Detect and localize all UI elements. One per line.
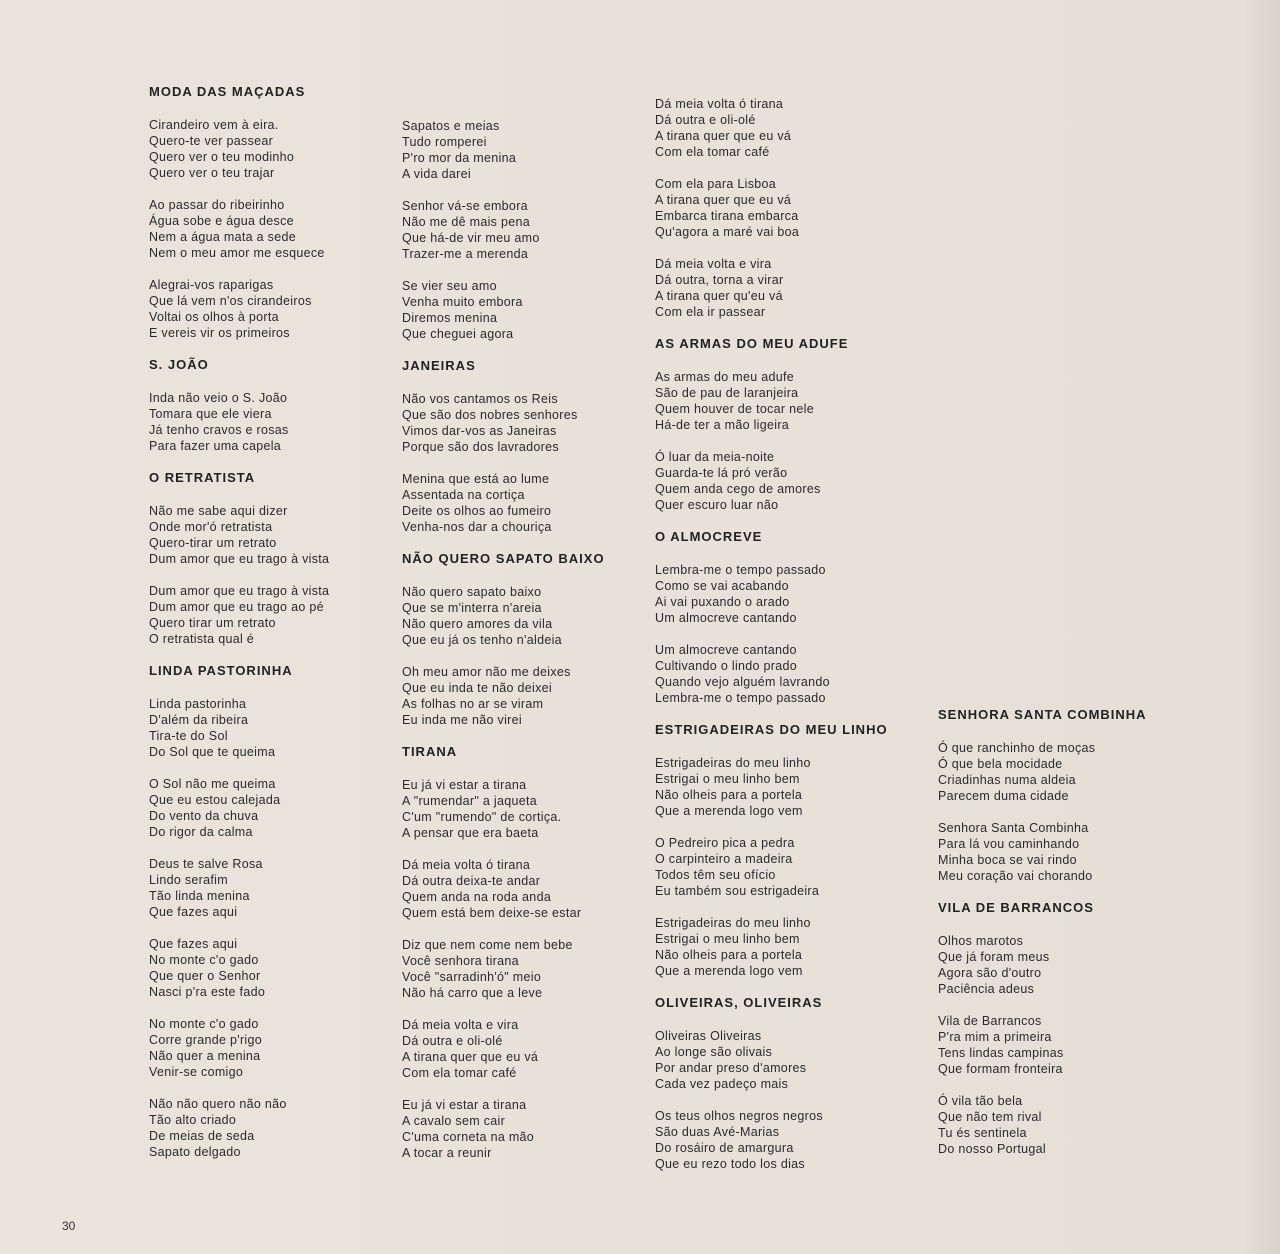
verse-line: Não há carro que a leve: [402, 986, 543, 1000]
column-1: [149, 84, 424, 1176]
verse-line: Embarca tirana embarca: [655, 209, 799, 223]
song-section: [655, 722, 930, 979]
stanza: [149, 1096, 424, 1160]
verse-line: Ó luar da meia-noite: [655, 450, 775, 464]
song-title: SENHORA SANTA COMBINHA: [938, 707, 1147, 722]
verse-line: Que a merenda logo vem: [655, 964, 803, 978]
verse-line: Quer escuro luar não: [655, 498, 779, 512]
column-3: [655, 96, 930, 1188]
stanza: [402, 198, 677, 262]
stanza: [938, 820, 1213, 884]
verse-line: Não olheis para a portela: [655, 948, 803, 962]
verse-line: O retratista qual é: [149, 632, 255, 646]
stanza: [149, 936, 424, 1000]
verse-line: Lembra-me o tempo passado: [655, 691, 826, 705]
verse-line: Alegrai-vos raparigas: [149, 278, 274, 292]
stanza: [938, 740, 1213, 804]
verse-line: Ai vai puxando o arado: [655, 595, 790, 609]
verse-line: Dá meia volta e vira: [402, 1018, 519, 1032]
verse-line: A vida darei: [402, 167, 471, 181]
verse-line: Venha-nos dar a chouriça: [402, 520, 552, 534]
song-title: O RETRATISTA: [149, 470, 256, 485]
stanza: [402, 118, 677, 182]
verse-line: Tomara que ele viera: [149, 407, 272, 421]
song-title: O ALMOCREVE: [655, 529, 763, 544]
verse-line: Tens lindas campinas: [938, 1046, 1064, 1060]
verse-line: Venha muito embora: [402, 295, 523, 309]
verse-line: No monte c'o gado: [149, 1017, 259, 1031]
verse-line: Não não quero não não: [149, 1097, 287, 1111]
verse-line: Eu inda me não virei: [402, 713, 522, 727]
verse-line: Dá meia volta ó tirana: [402, 858, 531, 872]
verse-line: Nem o meu amor me esquece: [149, 246, 325, 260]
verse-line: Não vos cantamos os Reis: [402, 392, 558, 406]
verse-line: Ao passar do ribeirinho: [149, 198, 285, 212]
verse-line: Voltai os olhos à porta: [149, 310, 279, 324]
verse-line: Que lá vem n'os cirandeiros: [149, 294, 312, 308]
verse-line: Não olheis para a portela: [655, 788, 803, 802]
verse-line: Corre grande p'rigo: [149, 1033, 263, 1047]
verse-line: Quero ver o teu trajar: [149, 166, 275, 180]
verse-line: Sapato delgado: [149, 1145, 241, 1159]
verse-line: Minha boca se vai rindo: [938, 853, 1077, 867]
verse-line: P'ro mor da menina: [402, 151, 517, 165]
verse-line: Com ela tomar café: [402, 1066, 517, 1080]
verse-line: Lindo serafim: [149, 873, 228, 887]
verse-line: Quem está bem deixe-se estar: [402, 906, 582, 920]
verse-line: Senhora Santa Combinha: [938, 821, 1089, 835]
verse-line: Que eu inda te não deixei: [402, 681, 552, 695]
verse-line: Tudo romperei: [402, 135, 487, 149]
verse-line: Oliveiras Oliveiras: [655, 1029, 762, 1043]
verse-line: Já tenho cravos e rosas: [149, 423, 289, 437]
stanza: [938, 1093, 1213, 1157]
verse-line: Estrigai o meu linho bem: [655, 772, 800, 786]
verse-line: A "rumendar" a jaqueta: [402, 794, 537, 808]
verse-line: Um almocreve cantando: [655, 611, 797, 625]
verse-line: Que há-de vir meu amo: [402, 231, 540, 245]
verse-line: Porque são dos lavradores: [402, 440, 559, 454]
verse-line: Eu também sou estrigadeira: [655, 884, 820, 898]
verse-line: Do Sol que te queima: [149, 745, 276, 759]
verse-line: Estrigadeiras do meu linho: [655, 756, 811, 770]
verse-line: Que eu já os tenho n'aldeia: [402, 633, 562, 647]
verse-line: Senhor vá-se embora: [402, 199, 528, 213]
verse-line: Que eu estou calejada: [149, 793, 281, 807]
verse-line: Que eu rezo todo los dias: [655, 1157, 805, 1171]
verse-line: Ó vila tão bela: [938, 1094, 1023, 1108]
verse-line: Que fazes aqui: [149, 905, 238, 919]
song-title: VILA DE BARRANCOS: [938, 900, 1094, 915]
stanza: [655, 642, 930, 706]
verse-line: Quem anda cego de amores: [655, 482, 821, 496]
stanza: [655, 562, 930, 626]
stanza: [655, 256, 930, 320]
verse-line: Você "sarradinh'ó" meio: [402, 970, 542, 984]
verse-line: Oh meu amor não me deixes: [402, 665, 571, 679]
song-section: [149, 663, 424, 1160]
verse-line: Estrigadeiras do meu linho: [655, 916, 811, 930]
verse-line: Paciência adeus: [938, 982, 1035, 996]
stanza: [402, 664, 677, 728]
song-section: [402, 744, 677, 1161]
stanza: [149, 197, 424, 261]
verse-line: Quero-te ver passear: [149, 134, 274, 148]
verse-line: Ó que ranchinho de moças: [938, 741, 1096, 755]
column-4: [938, 707, 1213, 1173]
song-section: [938, 900, 1213, 1157]
verse-line: Sapatos e meias: [402, 119, 500, 133]
stanza: [149, 1016, 424, 1080]
song-section: [402, 118, 677, 342]
song-section: [655, 96, 930, 320]
verse-line: Venir-se comigo: [149, 1065, 244, 1079]
song-section: [402, 358, 677, 535]
verse-line: Dá meia volta ó tirana: [655, 97, 784, 111]
verse-line: Onde mor'ó retratista: [149, 520, 273, 534]
verse-line: Dá outra e oli-olé: [655, 113, 756, 127]
stanza: [149, 390, 424, 454]
verse-line: Que já foram meus: [938, 950, 1050, 964]
verse-line: Dum amor que eu trago à vista: [149, 584, 330, 598]
song-section: [149, 84, 424, 341]
verse-line: Se vier seu amo: [402, 279, 497, 293]
verse-line: O carpinteiro a madeira: [655, 852, 793, 866]
stanza: [149, 583, 424, 647]
stanza: [402, 471, 677, 535]
verse-line: Quero-tirar um retrato: [149, 536, 277, 550]
verse-line: Não quer a menina: [149, 1049, 261, 1063]
verse-line: Vila de Barrancos: [938, 1014, 1042, 1028]
stanza: [655, 369, 930, 433]
verse-line: Os teus olhos negros negros: [655, 1109, 823, 1123]
song-title: ESTRIGADEIRAS DO MEU LINHO: [655, 722, 888, 737]
verse-line: As armas do meu adufe: [655, 370, 795, 384]
song-title: S. JOÃO: [149, 357, 209, 372]
verse-line: Tão alto criado: [149, 1113, 237, 1127]
stanza: [938, 1013, 1213, 1077]
stanza: [149, 503, 424, 567]
verse-line: Deus te salve Rosa: [149, 857, 263, 871]
song-title: NÃO QUERO SAPATO BAIXO: [402, 551, 605, 566]
verse-line: A tirana quer que eu vá: [402, 1050, 539, 1064]
verse-line: Que não tem rival: [938, 1110, 1042, 1124]
verse-line: Dum amor que eu trago ao pé: [149, 600, 324, 614]
verse-line: A tocar a reunir: [402, 1146, 492, 1160]
stanza: [938, 933, 1213, 997]
verse-line: Com ela tomar café: [655, 145, 770, 159]
verse-line: Há-de ter a mão ligeira: [655, 418, 790, 432]
verse-line: Quero ver o teu modinho: [149, 150, 295, 164]
stanza: [149, 776, 424, 840]
verse-line: Que a merenda logo vem: [655, 804, 803, 818]
verse-line: Eu já vi estar a tirana: [402, 1098, 527, 1112]
verse-line: Não quero sapato baixo: [402, 585, 542, 599]
verse-line: Nem a água mata a sede: [149, 230, 296, 244]
verse-line: P'ra mim a primeira: [938, 1030, 1052, 1044]
verse-line: Estrigai o meu linho bem: [655, 932, 800, 946]
verse-line: O Sol não me queima: [149, 777, 276, 791]
song-title: MODA DAS MAÇADAS: [149, 84, 306, 99]
verse-line: C'um "rumendo" de cortiça.: [402, 810, 562, 824]
verse-line: O Pedreiro pica a pedra: [655, 836, 795, 850]
verse-line: Deite os olhos ao fumeiro: [402, 504, 552, 518]
verse-line: Por andar preso d'amores: [655, 1061, 807, 1075]
stanza: [149, 117, 424, 181]
verse-line: Assentada na cortiça: [402, 488, 525, 502]
verse-line: São de pau de laranjeira: [655, 386, 799, 400]
verse-line: Cultivando o lindo prado: [655, 659, 798, 673]
verse-line: Dá outra deixa-te andar: [402, 874, 541, 888]
verse-line: Que cheguei agora: [402, 327, 514, 341]
verse-line: Menina que está ao lume: [402, 472, 550, 486]
stanza: [655, 915, 930, 979]
stanza: [402, 1097, 677, 1161]
verse-line: Ó que bela mocidade: [938, 757, 1063, 771]
song-section: [938, 707, 1213, 884]
verse-line: De meias de seda: [149, 1129, 255, 1143]
verse-line: Parecem duma cidade: [938, 789, 1069, 803]
verse-line: Agora são d'outro: [938, 966, 1042, 980]
page-number: 30: [62, 1219, 76, 1233]
verse-line: Guarda-te lá pró verão: [655, 466, 788, 480]
verse-line: Do rigor da calma: [149, 825, 253, 839]
stanza: [149, 277, 424, 341]
verse-line: Do vento da chuva: [149, 809, 259, 823]
verse-line: Dum amor que eu trago à vista: [149, 552, 330, 566]
verse-line: Qu'agora a maré vai boa: [655, 225, 800, 239]
verse-line: D'além da ribeira: [149, 713, 249, 727]
verse-line: Dá outra e oli-olé: [402, 1034, 503, 1048]
verse-line: Com ela ir passear: [655, 305, 766, 319]
verse-line: Você senhora tirana: [402, 954, 519, 968]
stanza: [402, 937, 677, 1001]
verse-line: Que são dos nobres senhores: [402, 408, 578, 422]
column-2: [402, 118, 677, 1177]
verse-line: E vereis vir os primeiros: [149, 326, 290, 340]
verse-line: Quando vejo alguém lavrando: [655, 675, 830, 689]
verse-line: Dá outra, torna a virar: [655, 273, 784, 287]
verse-line: Que fazes aqui: [149, 937, 238, 951]
verse-line: Todos têm seu ofício: [655, 868, 776, 882]
song-section: [402, 551, 677, 728]
verse-line: Meu coração vai chorando: [938, 869, 1093, 883]
verse-line: Não me dê mais pena: [402, 215, 530, 229]
verse-line: A tirana quer que eu vá: [655, 129, 792, 143]
verse-line: Linda pastorinha: [149, 697, 247, 711]
stanza: [402, 777, 677, 841]
verse-line: Tira-te do Sol: [149, 729, 228, 743]
song-title: LINDA PASTORINHA: [149, 663, 293, 678]
verse-line: Água sobe e água desce: [149, 214, 294, 228]
verse-line: Quero tirar um retrato: [149, 616, 276, 630]
stanza: [402, 857, 677, 921]
stanza: [655, 1108, 930, 1172]
verse-line: Do rosáiro de amargura: [655, 1141, 794, 1155]
verse-line: C'uma corneta na mão: [402, 1130, 535, 1144]
verse-line: São duas Avé-Marias: [655, 1125, 780, 1139]
verse-line: Ao longe são olivais: [655, 1045, 773, 1059]
verse-line: Um almocreve cantando: [655, 643, 797, 657]
stanza: [655, 96, 930, 160]
stanza: [402, 584, 677, 648]
stanza: [655, 835, 930, 899]
song-section: [149, 357, 424, 454]
verse-line: Não me sabe aqui dizer: [149, 504, 288, 518]
song-title: TIRANA: [402, 744, 458, 759]
song-title: AS ARMAS DO MEU ADUFE: [655, 336, 849, 351]
verse-line: Que quer o Senhor: [149, 969, 261, 983]
verse-line: Com ela para Lisboa: [655, 177, 777, 191]
verse-line: Eu já vi estar a tirana: [402, 778, 527, 792]
verse-line: A tirana quer que eu vá: [655, 193, 792, 207]
verse-line: Inda não veio o S. João: [149, 391, 288, 405]
stanza: [402, 278, 677, 342]
song-title: JANEIRAS: [402, 358, 476, 373]
verse-line: A tirana quer qu'eu vá: [655, 289, 783, 303]
verse-line: Diremos menina: [402, 311, 498, 325]
stanza: [149, 696, 424, 760]
verse-line: Cirandeiro vem à eira.: [149, 118, 279, 132]
verse-line: Quem houver de tocar nele: [655, 402, 814, 416]
stanza: [655, 176, 930, 240]
verse-line: Lembra-me o tempo passado: [655, 563, 826, 577]
verse-line: Cada vez padeço mais: [655, 1077, 789, 1091]
stanza: [655, 1028, 930, 1092]
verse-line: Dá meia volta e vira: [655, 257, 772, 271]
verse-line: Quem anda na roda anda: [402, 890, 552, 904]
song-section: [655, 529, 930, 706]
verse-line: Diz que nem come nem bebe: [402, 938, 573, 952]
verse-line: Trazer-me a merenda: [402, 247, 529, 261]
verse-line: A cavalo sem cair: [402, 1114, 506, 1128]
song-section: [655, 336, 930, 513]
verse-line: Do nosso Portugal: [938, 1142, 1046, 1156]
stanza: [402, 1017, 677, 1081]
verse-line: Nasci p'ra este fado: [149, 985, 266, 999]
verse-line: A pensar que era baeta: [402, 826, 539, 840]
verse-line: No monte c'o gado: [149, 953, 259, 967]
verse-line: As folhas no ar se viram: [402, 697, 544, 711]
stanza: [655, 755, 930, 819]
verse-line: Não quero amores da vila: [402, 617, 553, 631]
verse-line: Que se m'interra n'areia: [402, 601, 542, 615]
verse-line: Tu és sentinela: [938, 1126, 1027, 1140]
verse-line: Que formam fronteira: [938, 1062, 1063, 1076]
song-section: [149, 470, 424, 647]
verse-line: Para fazer uma capela: [149, 439, 282, 453]
stanza: [655, 449, 930, 513]
song-title: OLIVEIRAS, OLIVEIRAS: [655, 995, 823, 1010]
stanza: [402, 391, 677, 455]
verse-line: Como se vai acabando: [655, 579, 789, 593]
verse-line: Para lá vou caminhando: [938, 837, 1080, 851]
stanza: [149, 856, 424, 920]
song-section: [655, 995, 930, 1172]
verse-line: Vimos dar-vos as Janeiras: [402, 424, 557, 438]
verse-line: Olhos marotos: [938, 934, 1024, 948]
verse-line: Tão linda menina: [149, 889, 250, 903]
verse-line: Criadinhas numa aldeia: [938, 773, 1076, 787]
